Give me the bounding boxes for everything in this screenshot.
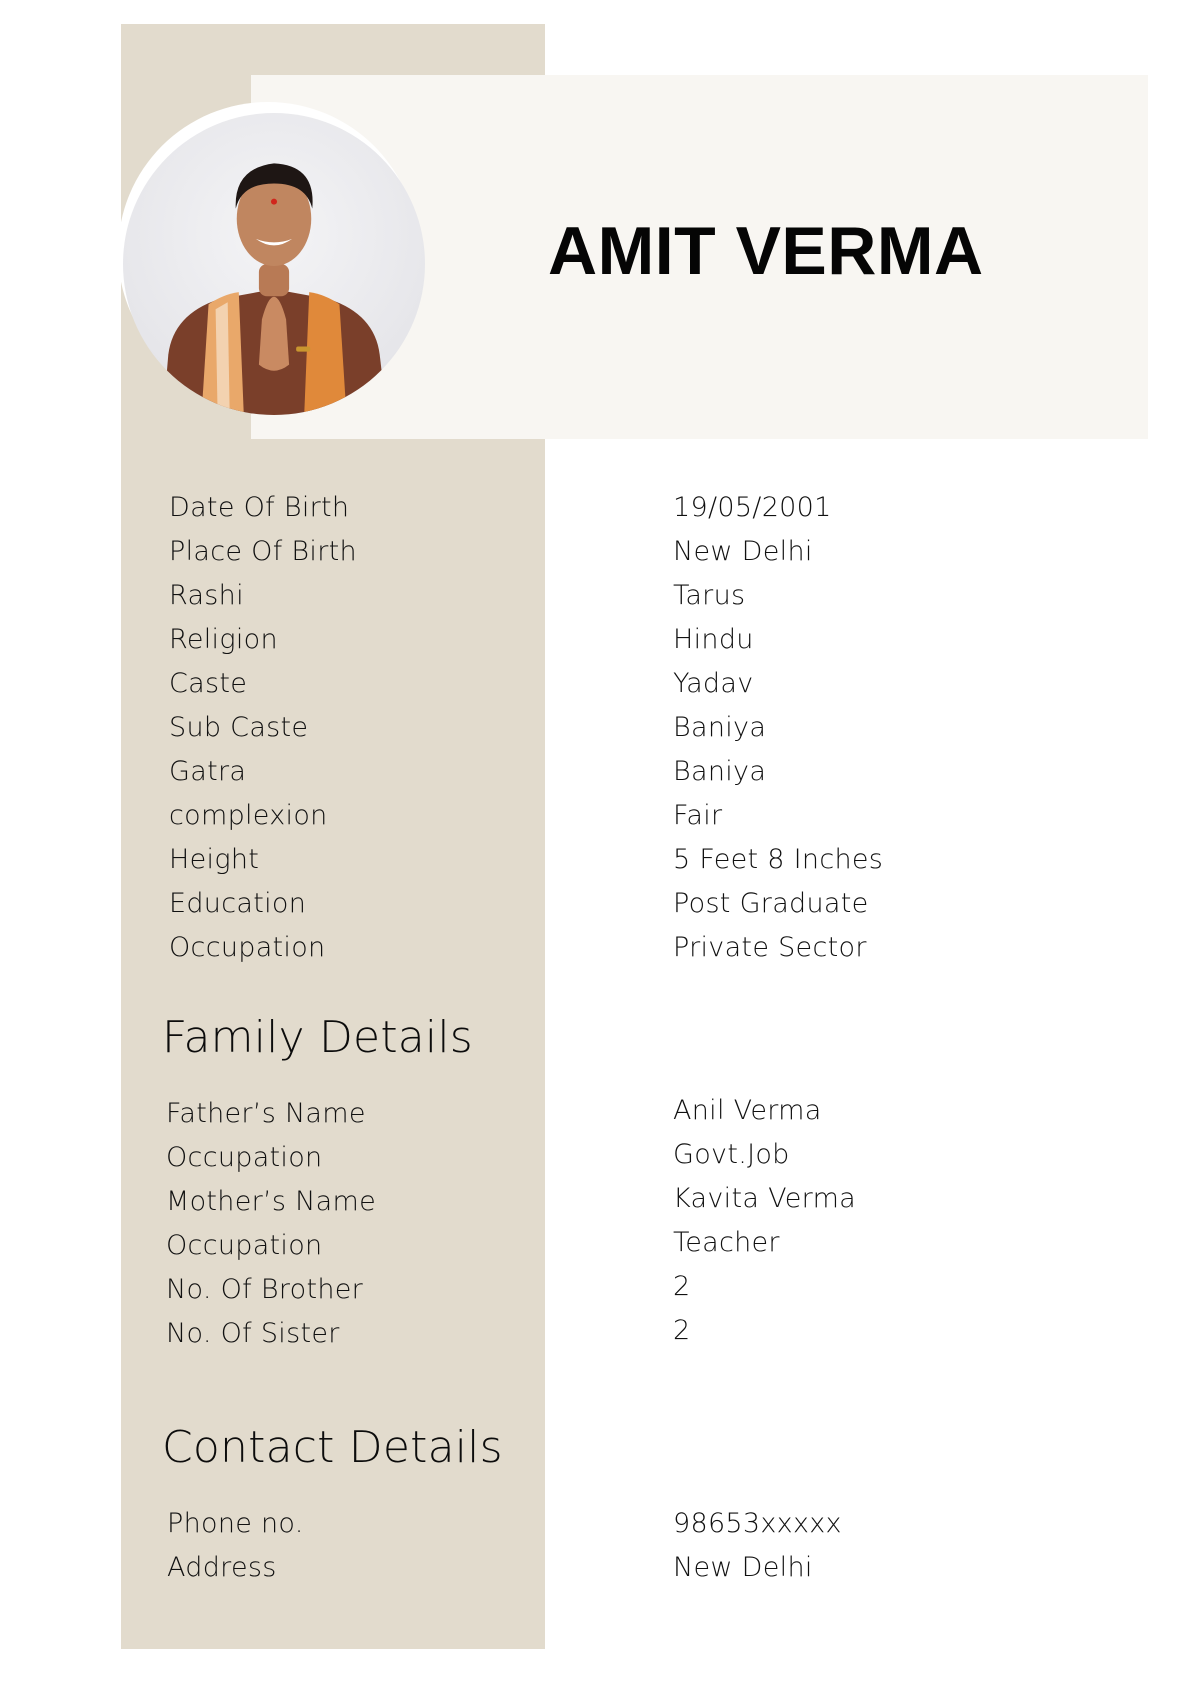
detail-value: Baniya [673, 756, 767, 787]
detail-label: Father’s Name [166, 1098, 366, 1129]
detail-label: Phone no. [167, 1508, 304, 1539]
detail-row [0, 756, 1191, 800]
detail-row [0, 888, 1191, 932]
detail-value: Yadav [673, 668, 754, 699]
detail-label: Sub Caste [169, 712, 309, 743]
detail-label: Education [169, 888, 307, 919]
detail-row [0, 800, 1191, 844]
detail-row [0, 536, 1191, 580]
detail-value: Tarus [673, 580, 746, 611]
detail-label: Religion [169, 624, 278, 655]
detail-label: Mother’s Name [166, 1186, 377, 1217]
detail-row [0, 712, 1191, 756]
detail-row [0, 1552, 1191, 1596]
detail-label: Place Of Birth [169, 536, 357, 567]
detail-value: 2 [673, 1271, 691, 1302]
detail-label: Date Of Birth [169, 492, 350, 523]
detail-row [0, 1315, 1191, 1362]
person-portrait-icon [123, 113, 425, 415]
detail-row [0, 1508, 1191, 1552]
detail-label: Caste [169, 668, 248, 699]
detail-value: 2 [673, 1315, 691, 1346]
detail-value: Anil Verma [673, 1095, 822, 1126]
detail-label: complexion [169, 800, 328, 831]
detail-value: Private Sector [673, 932, 867, 963]
profile-photo [123, 113, 425, 415]
detail-row [0, 580, 1191, 624]
detail-label: Rashi [169, 580, 244, 611]
detail-row [0, 1183, 1191, 1230]
detail-value: New Delhi [673, 536, 813, 567]
detail-row [0, 844, 1191, 888]
detail-row [0, 932, 1191, 976]
detail-label: Occupation [166, 1230, 323, 1261]
detail-value: Fair [673, 800, 723, 831]
detail-label: Occupation [169, 932, 326, 963]
detail-label: Height [169, 844, 260, 875]
detail-value: Teacher [673, 1227, 780, 1258]
detail-row [0, 624, 1191, 668]
detail-label: Occupation [166, 1142, 323, 1173]
detail-row [0, 492, 1191, 536]
detail-value: Hindu [673, 624, 754, 655]
detail-value: 19/05/2001 [673, 492, 832, 523]
detail-value: New Delhi [673, 1552, 813, 1583]
detail-value: 5 Feet 8 Inches [673, 844, 884, 875]
detail-value: Baniya [673, 712, 767, 743]
detail-value: Govt.Job [673, 1139, 790, 1170]
profile-name: AMIT VERMA [548, 213, 984, 289]
contact-details-heading: Contact Details [162, 1422, 503, 1473]
detail-row [0, 1095, 1191, 1142]
detail-label: No. Of Sister [166, 1318, 340, 1349]
detail-value: Post Graduate [673, 888, 869, 919]
detail-row [0, 1227, 1191, 1274]
detail-row [0, 1271, 1191, 1318]
detail-row [0, 668, 1191, 712]
detail-value: 98653xxxxx [673, 1508, 842, 1539]
detail-label: Address [167, 1552, 277, 1583]
detail-row [0, 1139, 1191, 1186]
detail-label: Gatra [169, 756, 247, 787]
detail-value: Kavita Verma [673, 1183, 857, 1214]
family-details-heading: Family Details [162, 1012, 473, 1063]
detail-label: No. Of Brother [166, 1274, 364, 1305]
